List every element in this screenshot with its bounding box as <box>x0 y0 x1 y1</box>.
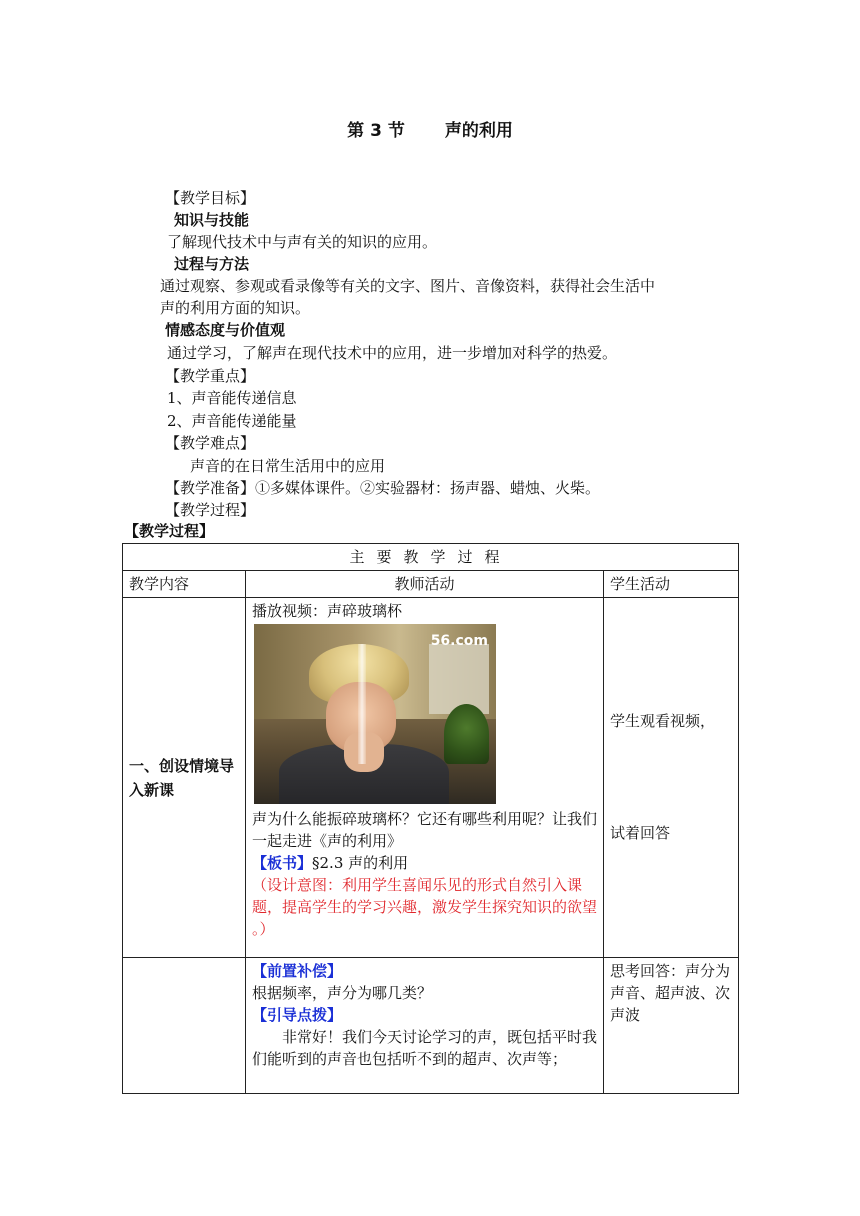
row1-board <box>252 852 597 874</box>
table-row <box>123 598 739 958</box>
row1-design-note: （设计意图：利用学生喜闻乐见的形式自然引入课题，提高学生的学习兴趣，激发学生探究知识的欲望 。） <box>252 876 598 938</box>
table-main-header: 主要教学过程 <box>123 544 739 571</box>
video-logo: 56.com <box>430 633 488 649</box>
row1-question: 声为什么能振碎玻璃杯？它还有哪些利用呢？让我们一起走进《声的利用》 <box>252 810 598 850</box>
difficulty-header: 【教学难点】 <box>165 434 256 452</box>
row1-video-caption: 播放视频：声碎玻璃杯 <box>252 602 403 620</box>
key-point-1: 1、声音能传递信息 <box>167 389 297 407</box>
procedure-table <box>122 543 739 1094</box>
difficulty-text: 声音的在日常生活用中的应用 <box>190 457 386 475</box>
guide-text: 非常好！我们今天讨论学习的声，既包括平时我们能听到的声音也包括听不到的超声、次声等； <box>252 1028 598 1068</box>
pre-compensation-label: 【前置补偿】 <box>252 962 343 980</box>
process-header: 过程与方法 <box>174 255 250 273</box>
emotion-header: 情感态度与价值观 <box>165 321 286 339</box>
row1-student-1: 学生观看视频， <box>610 712 716 730</box>
key-header: 【教学重点】 <box>165 367 256 385</box>
row1-student-2: 试着回答 <box>610 824 671 842</box>
row2-student: 思考回答：声分为声音、超声波、次声波 <box>604 958 739 1094</box>
row1-content: 一、创设情境导入新课 <box>123 598 246 958</box>
row1-teacher-cell <box>246 598 604 958</box>
knowledge-header: 知识与技能 <box>174 211 250 229</box>
key-point-2: 2、声音能传递能量 <box>167 412 297 430</box>
table-row <box>123 958 739 1094</box>
process-text-1: 通过观察、参观或看录像等有关的文字、图片、音像资料，获得社会生活中 <box>160 277 656 295</box>
process-text-2: 声的利用方面的知识。 <box>160 299 311 317</box>
video-still-image[interactable] <box>254 624 496 804</box>
title-text: 声的利用 <box>444 121 513 141</box>
column-header-student: 学生活动 <box>604 571 739 598</box>
column-header-content: 教学内容 <box>123 571 246 598</box>
title-section-number: 第 3 节 <box>347 121 405 141</box>
row2-teacher-cell <box>246 958 604 1094</box>
column-header-teacher: 教师活动 <box>246 571 604 598</box>
board-label: 【板书】 <box>252 854 313 872</box>
emotion-text: 通过学习，了解声在现代技术中的应用，进一步增加对科学的热爱。 <box>167 344 618 362</box>
preparation-text: 【教学准备】①多媒体课件。②实验器材：扬声器、蜡烛、火柴。 <box>165 479 601 497</box>
row1-student-cell <box>604 598 739 958</box>
procedure-header-bold: 【教学过程】 <box>124 522 215 540</box>
goals-header: 【教学目标】 <box>165 189 256 207</box>
knowledge-text: 了解现代技术中与声有关的知识的应用。 <box>167 233 438 251</box>
row2-content <box>123 958 246 1094</box>
pre-compensation-question: 根据频率，声分为哪几类？ <box>252 984 433 1002</box>
procedure-header-small: 【教学过程】 <box>165 501 256 519</box>
page-title <box>0 116 860 141</box>
board-text: §2.3 声的利用 <box>312 854 409 872</box>
guide-label: 【引导点拨】 <box>252 1006 343 1024</box>
